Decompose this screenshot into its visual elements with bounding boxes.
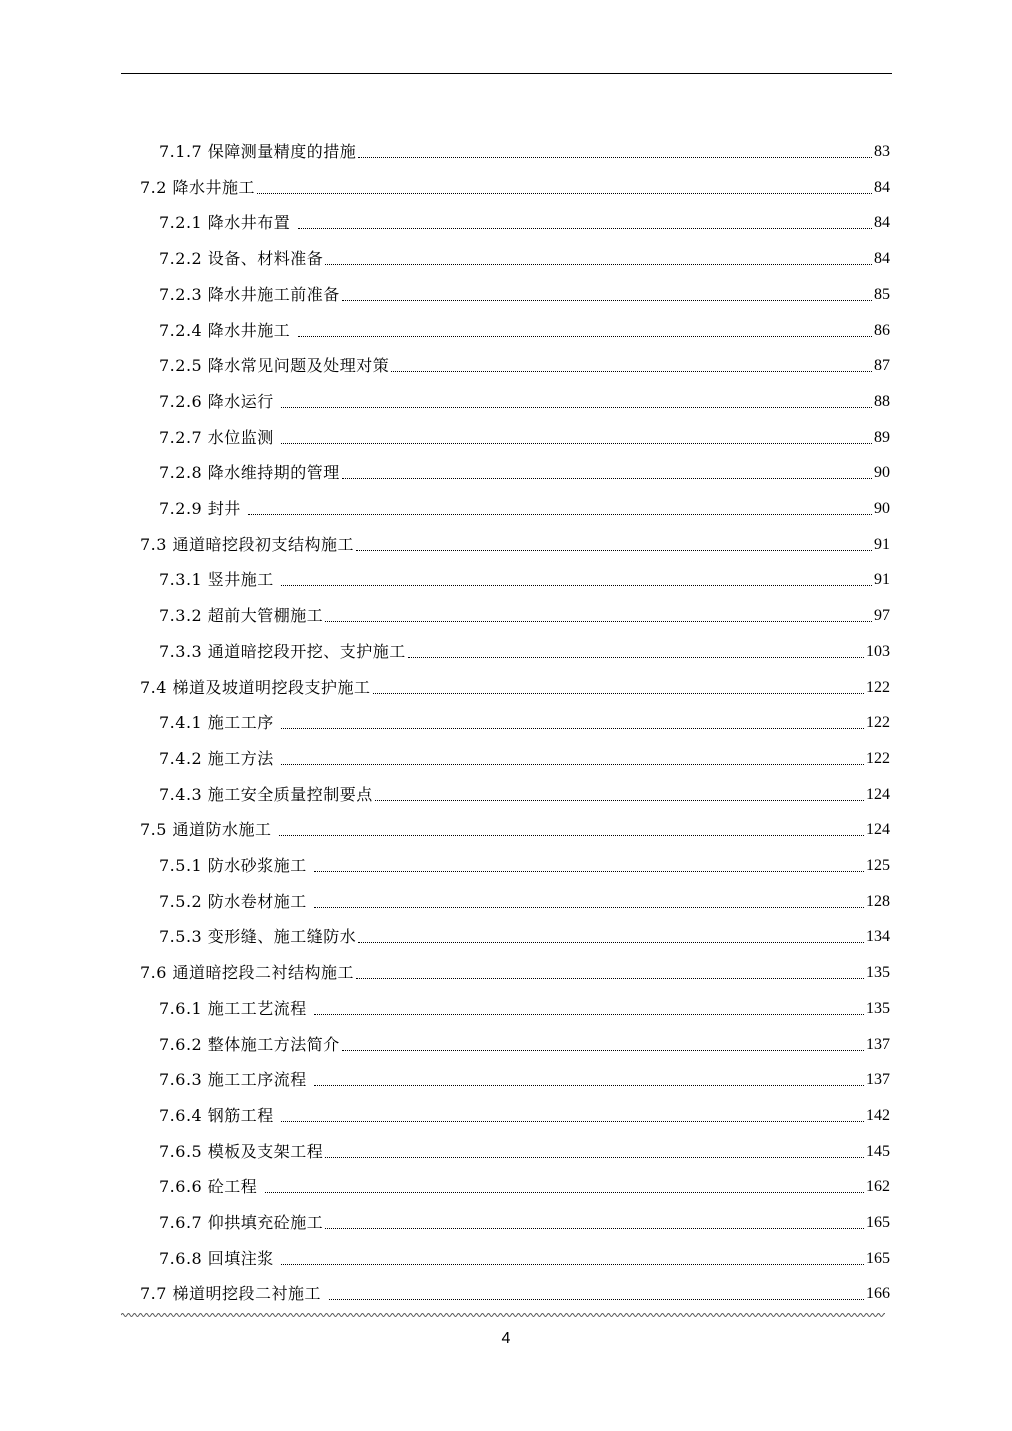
toc-entry-title: 7.2.4 降水井施工 <box>159 320 296 340</box>
toc-entry-title: 7.6.4 钢筋工程 <box>159 1105 280 1125</box>
toc-entry-page: 142 <box>866 1106 890 1124</box>
page-number: 4 <box>501 1330 511 1347</box>
toc-subsection-entry[interactable] <box>159 554 890 590</box>
toc-subsection-entry[interactable] <box>159 769 890 805</box>
toc-entry-page: 84 <box>874 178 890 196</box>
toc-entry-title: 7.2.5 降水常见问题及处理对策 <box>159 356 390 376</box>
toc-entry-page: 125 <box>866 857 890 874</box>
toc-entry-title: 7.4.3 施工安全质量控制要点 <box>159 784 373 804</box>
toc-dot-leader <box>279 835 864 836</box>
toc-entry-title: 7.5 通道防水施工 <box>140 820 278 840</box>
toc-entry-page: 84 <box>874 250 890 268</box>
toc-dot-leader <box>281 764 864 765</box>
toc-entry-page: 137 <box>866 1035 890 1053</box>
toc-dot-leader <box>342 300 872 301</box>
toc-entry-title: 7.7 梯道明挖段二衬施工 <box>140 1284 327 1304</box>
toc-entry-title: 7.5.2 防水卷材施工 <box>159 891 313 911</box>
toc-entry-title: 7.2.7 水位监测 <box>159 427 280 447</box>
toc-subsection-entry[interactable] <box>159 412 890 448</box>
toc-entry-page: 87 <box>874 357 890 375</box>
toc-section-entry[interactable] <box>140 662 890 698</box>
toc-section-entry[interactable] <box>140 804 890 840</box>
toc-entry-page: 122 <box>866 714 890 732</box>
toc-entry-title: 7.5.3 变形缝、施工缝防水 <box>159 927 357 947</box>
toc-subsection-entry[interactable] <box>159 911 890 947</box>
toc-subsection-entry[interactable] <box>159 376 890 412</box>
toc-entry-page: 137 <box>866 1071 890 1089</box>
toc-subsection-entry[interactable] <box>159 305 890 341</box>
toc-entry-title: 7.2.8 降水维持期的管理 <box>159 463 340 483</box>
header-rule <box>121 73 892 74</box>
toc-entry-title: 7.2.6 降水运行 <box>159 391 280 411</box>
toc-subsection-entry[interactable] <box>159 483 890 519</box>
toc-entry-page: 89 <box>874 428 890 446</box>
toc-entry-page: 90 <box>874 500 890 517</box>
toc-dot-leader <box>329 1299 864 1300</box>
toc-dot-leader <box>375 800 864 801</box>
toc-subsection-entry[interactable] <box>159 626 890 662</box>
toc-entry-page: 90 <box>874 464 890 482</box>
toc-section-entry[interactable] <box>140 519 890 555</box>
toc-entry-page: 134 <box>866 928 890 946</box>
toc-subsection-entry[interactable] <box>159 197 890 233</box>
toc-dot-leader <box>342 478 872 479</box>
toc-entry-page: 91 <box>874 571 890 589</box>
toc-dot-leader <box>408 657 864 658</box>
toc-dot-leader <box>281 1264 864 1265</box>
toc-dot-leader <box>314 871 864 872</box>
toc-subsection-entry[interactable] <box>159 733 890 769</box>
toc-subsection-entry[interactable] <box>159 1161 890 1197</box>
toc-subsection-entry[interactable] <box>159 697 890 733</box>
toc-entry-page: 103 <box>866 642 890 660</box>
toc-entry-page: 124 <box>866 785 890 803</box>
toc-entry-page: 88 <box>874 392 890 410</box>
toc-dot-leader <box>391 371 872 372</box>
toc-dot-leader <box>325 1157 864 1158</box>
toc-subsection-entry[interactable] <box>159 1054 890 1090</box>
toc-entry-page: 162 <box>866 1178 890 1196</box>
toc-entry-title: 7.2.9 封井 <box>159 499 247 518</box>
toc-subsection-entry[interactable] <box>159 340 890 376</box>
toc-dot-leader <box>281 443 872 444</box>
toc-entry-page: 135 <box>866 964 890 982</box>
footer-wave-divider <box>121 1311 885 1319</box>
toc-dot-leader <box>281 585 872 586</box>
toc-dot-leader <box>314 1014 864 1015</box>
toc-entry-title: 7.3.2 超前大管棚施工 <box>159 606 324 626</box>
toc-dot-leader <box>356 550 872 551</box>
toc-subsection-entry[interactable] <box>159 447 890 483</box>
toc-entry-title: 7.6.1 施工工艺流程 <box>159 998 313 1018</box>
toc-subsection-entry[interactable] <box>159 1126 890 1162</box>
toc-subsection-entry[interactable] <box>159 1090 890 1126</box>
toc-dot-leader <box>257 193 872 194</box>
toc-subsection-entry[interactable] <box>159 1197 890 1233</box>
toc-entry-page: 91 <box>874 535 890 553</box>
toc-entry-page: 84 <box>874 214 890 232</box>
toc-entry-title: 7.2.2 设备、材料准备 <box>159 249 324 269</box>
toc-subsection-entry[interactable] <box>159 233 890 269</box>
toc-entry-title: 7.6.2 整体施工方法简介 <box>159 1034 340 1054</box>
toc-dot-leader <box>325 1228 864 1229</box>
toc-dot-leader <box>325 621 872 622</box>
toc-entry-page: 122 <box>866 678 890 696</box>
toc-entry-title: 7.6.7 仰拱填充砼施工 <box>159 1213 324 1232</box>
toc-entry-page: 83 <box>874 143 890 160</box>
toc-subsection-entry[interactable] <box>159 590 890 626</box>
toc-entry-page: 145 <box>866 1142 890 1160</box>
toc-dot-leader <box>298 336 872 337</box>
toc-entry-title: 7.6.6 砼工程 <box>159 1177 263 1197</box>
toc-dot-leader <box>358 942 864 943</box>
toc-dot-leader <box>358 157 872 158</box>
toc-dot-leader <box>373 693 864 694</box>
toc-entry-page: 165 <box>866 1249 890 1267</box>
toc-entry-title: 7.4.1 施工工序 <box>159 713 280 733</box>
toc-entry-title: 7.6.3 施工工序流程 <box>159 1070 313 1090</box>
toc-subsection-entry[interactable] <box>159 269 890 305</box>
toc-entry-title: 7.2.1 降水井布置 <box>159 213 296 233</box>
toc-entry-title: 7.2.3 降水井施工前准备 <box>159 284 340 304</box>
toc-dot-leader <box>314 907 864 908</box>
toc-entry-page: 166 <box>866 1285 890 1303</box>
toc-dot-leader <box>356 978 864 979</box>
toc-entry-title: 7.6.8 回填注浆 <box>159 1248 280 1268</box>
toc-entry-title: 7.1.7 保障测量精度的措施 <box>159 142 357 161</box>
toc-entry-title: 7.3 通道暗挖段初支结构施工 <box>140 534 355 554</box>
toc-entry-page: 135 <box>866 999 890 1017</box>
toc-subsection-entry[interactable] <box>159 983 890 1019</box>
toc-entry-title: 7.4 梯道及坡道明挖段支护施工 <box>140 677 371 697</box>
toc-entry-title: 7.3.3 通道暗挖段开挖、支护施工 <box>159 641 406 661</box>
toc-entry-page: 122 <box>866 749 890 767</box>
toc-subsection-entry[interactable] <box>159 1233 890 1269</box>
toc-entry-title: 7.6 通道暗挖段二衬结构施工 <box>140 963 355 983</box>
toc-dot-leader <box>325 264 872 265</box>
toc-dot-leader <box>314 1085 864 1086</box>
toc-entry-title: 7.2 降水井施工 <box>140 177 256 197</box>
toc-subsection-entry[interactable] <box>159 876 890 912</box>
toc-entry-page: 86 <box>874 321 890 339</box>
toc-dot-leader <box>298 228 872 229</box>
toc-section-entry[interactable] <box>140 1268 890 1304</box>
toc-entry-page: 124 <box>866 821 890 839</box>
toc-dot-leader <box>281 728 864 729</box>
toc-dot-leader <box>265 1192 864 1193</box>
toc-entry-title: 7.6.5 模板及支架工程 <box>159 1141 324 1161</box>
toc-section-entry[interactable] <box>140 947 890 983</box>
toc-subsection-entry[interactable] <box>159 840 890 876</box>
toc-entry-page: 128 <box>866 892 890 910</box>
toc-dot-leader <box>248 514 872 515</box>
toc-entry-page: 85 <box>874 285 890 303</box>
toc-entry-page: 165 <box>866 1214 890 1231</box>
toc-entry-title: 7.5.1 防水砂浆施工 <box>159 856 313 875</box>
toc-entry-title: 7.3.1 竖井施工 <box>159 570 280 590</box>
toc-dot-leader <box>342 1050 864 1051</box>
toc-dot-leader <box>281 1121 864 1122</box>
toc-entry-title: 7.4.2 施工方法 <box>159 748 280 768</box>
toc-subsection-entry[interactable] <box>159 1019 890 1055</box>
toc-dot-leader <box>281 407 872 408</box>
toc-section-entry[interactable] <box>140 162 890 198</box>
toc-entry-page: 97 <box>874 607 890 625</box>
toc-subsection-entry[interactable] <box>159 126 890 162</box>
